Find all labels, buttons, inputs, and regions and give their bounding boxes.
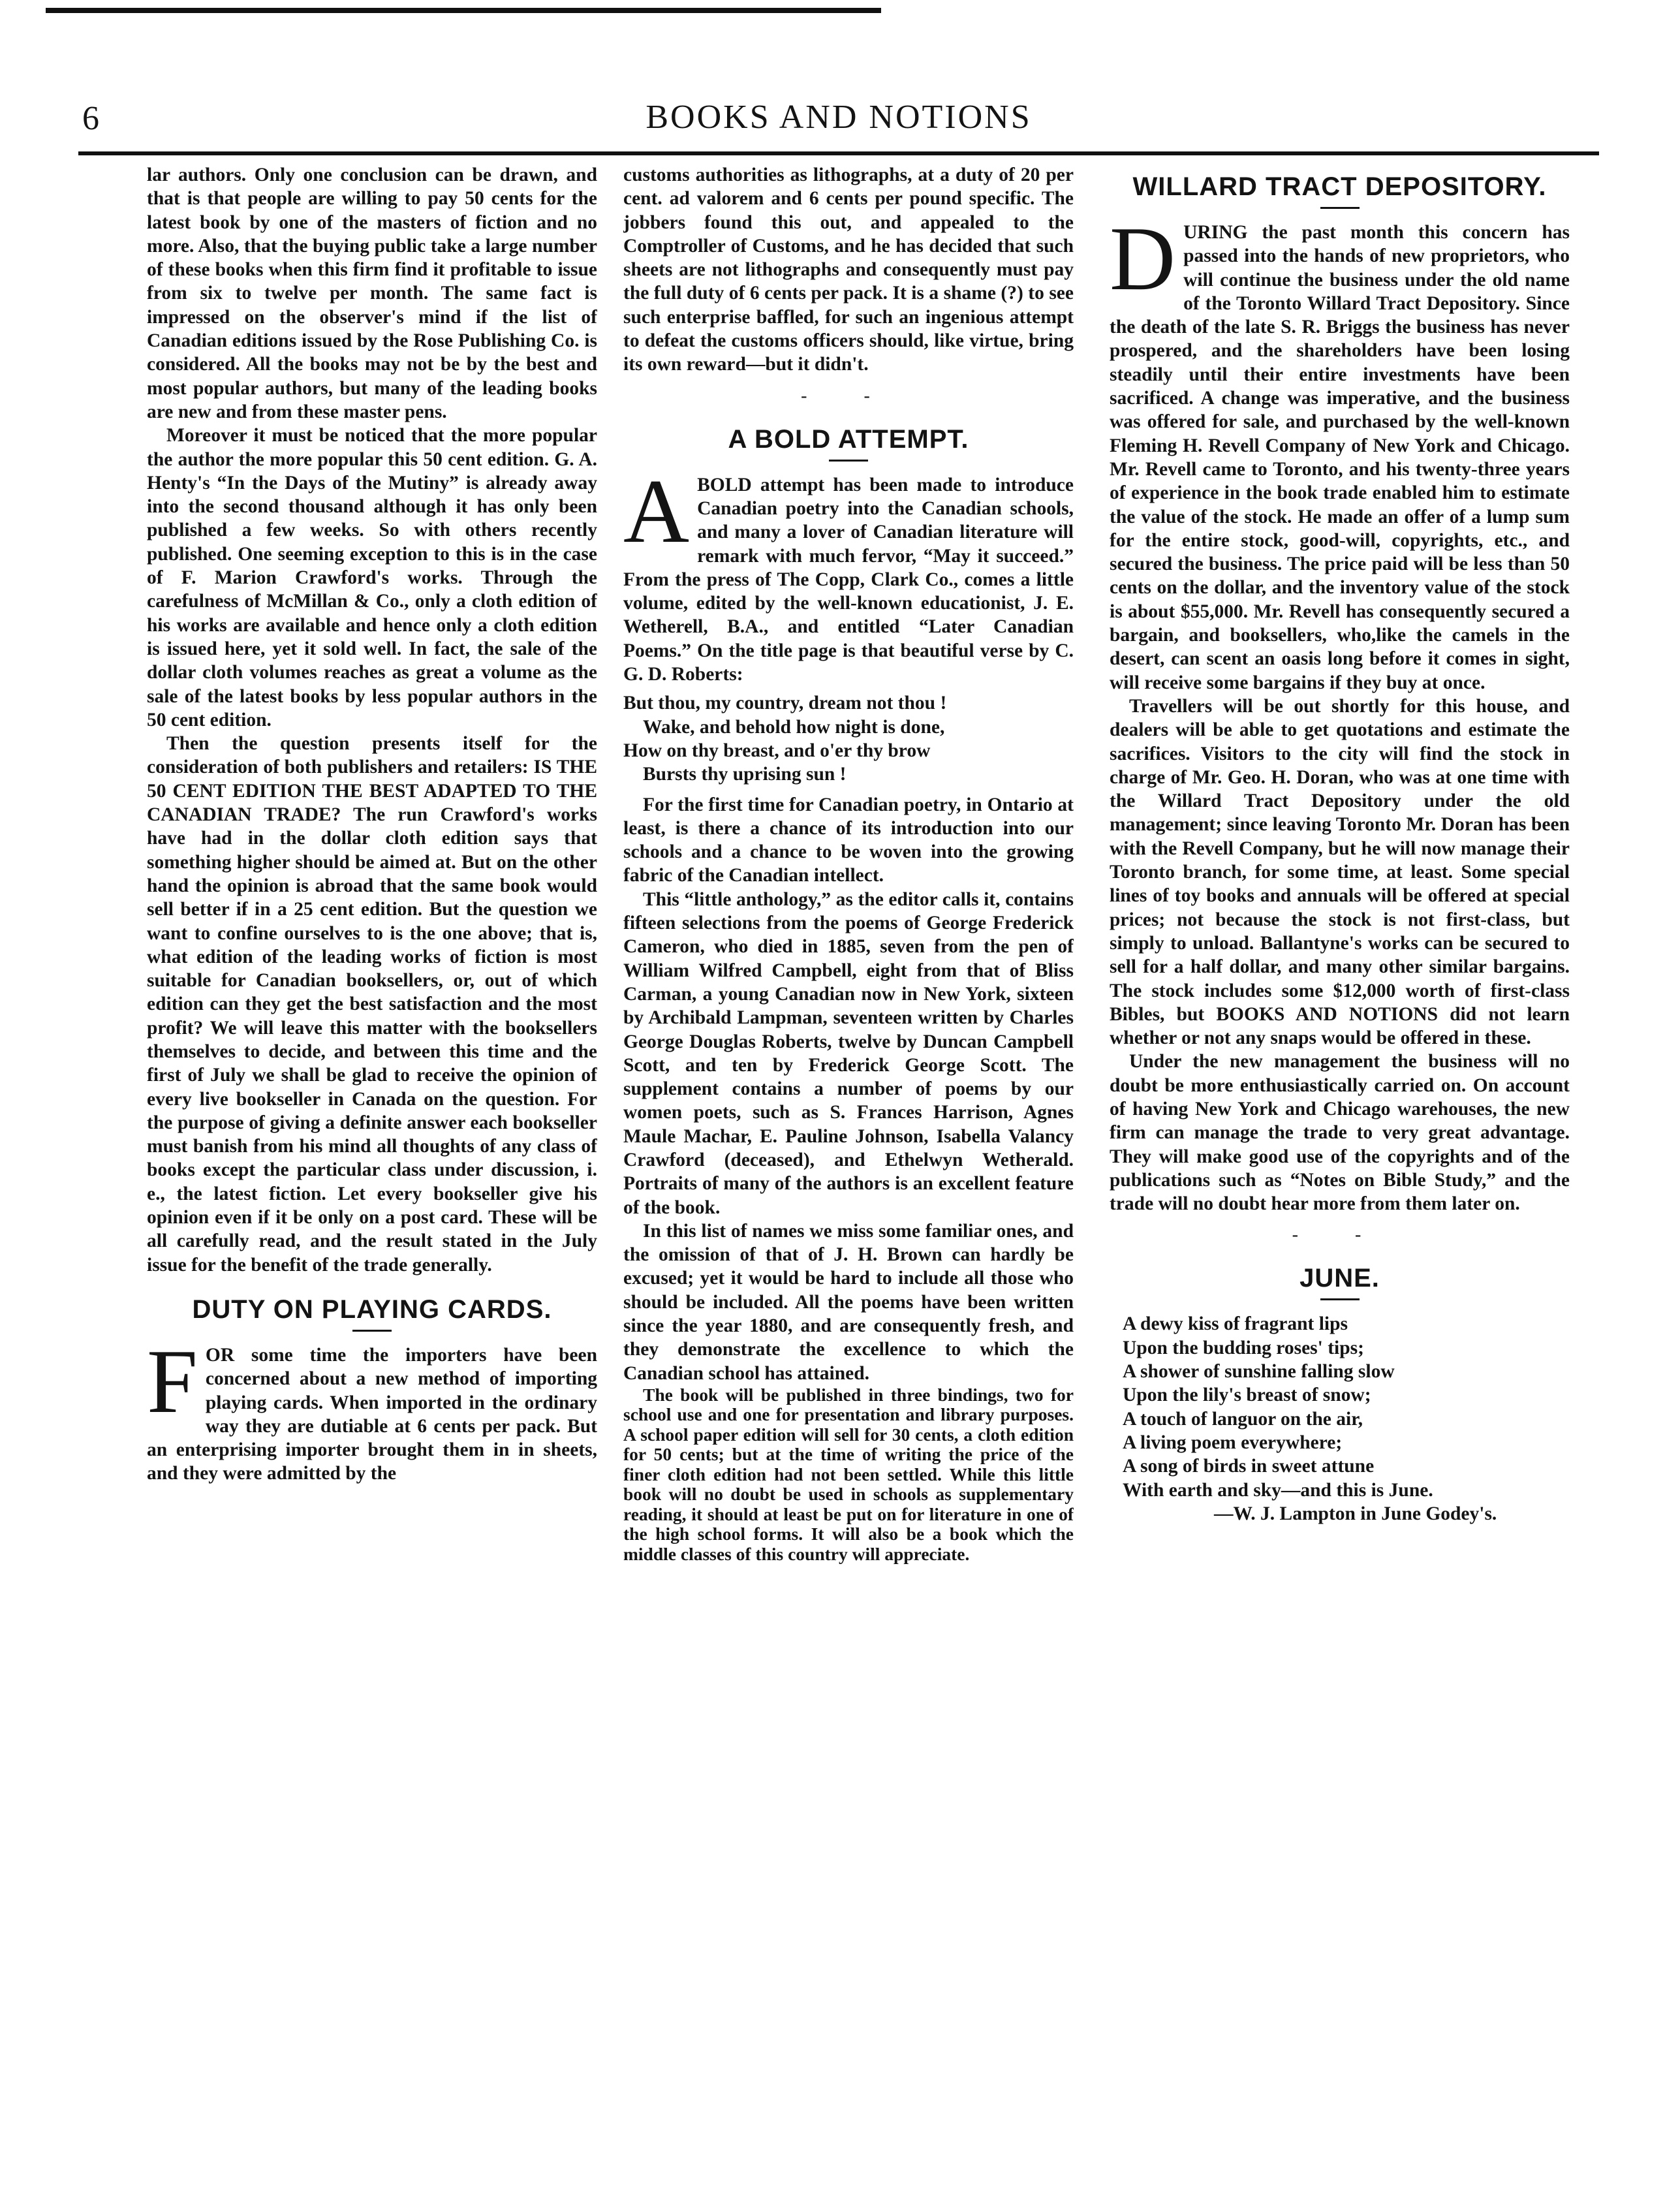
verse-line: But thou, my country, dream not thou ! [623, 693, 947, 714]
top-rule [46, 8, 881, 13]
column-3 [1110, 163, 1570, 2155]
paragraph: Under the new management the business will no doubt be more enthusiastically carried on. On account of having New York and Chicago warehouses, the new firm can manage the trade to very great advantage. They will make good use of the copyrights and of the publications such as “Notes on Bible Study,” and the trade will no doubt hear more from them later on. [1110, 1051, 1570, 1215]
paragraph: The book will be published in three bindings, two for school use and one for presentation and library purposes. A school paper edition will sell for 30 cents, a cloth edition for 50 cents; but at the time of writing the price of the finer cloth edition had not been settled. While this little book will no doubt be used in schools as supplementary reading, it should at least be put on for literature in one of the high school forms. It will also be a book which the middle classes of this country will appreciate. [623, 1384, 1074, 1564]
column-2 [623, 163, 1074, 2155]
separator: - - [801, 385, 896, 406]
divider [1320, 207, 1360, 209]
article-headline: DUTY ON PLAYING CARDS. [192, 1294, 552, 1324]
paragraph-text: BOLD attempt has been made to introduce Canadian poetry into the Canadian schools, and many a lover of Canadian literature will remark with much fervor, “May it succeed.” From the press of The Copp, Clark Co., comes a little volume, edited by the well-known educationist, J. E. Wetherell, B.A., and entitled “Later Canadian Poems.” On the title page is that beautiful verse by C. G. D. Roberts: [623, 474, 1074, 685]
verse [623, 691, 1074, 786]
poem-attribution: —W. J. Lampton in June Godey's. [1214, 1503, 1497, 1524]
poem-line: A dewy kiss of fragrant lips [1123, 1313, 1348, 1335]
paragraph: lar authors. Only one conclusion can be drawn, and that is that people are willing to pay 50 cents for the latest book by one of the masters of fiction and no more. Also, that the buying public take a large number of these books when this firm find it profitable to issue from six to twelve per month. The same fact is impressed on the observer's mind if the list of Canadian editions issued by the Rose Publishing Co. is considered. All the books may not be by the best and most popular authors, but many of the leading books are new and from these master pens. [147, 165, 597, 422]
paragraph: In this list of names we miss some familiar ones, and the omission of that of J. H. Brown can hardly be excused; yet it would be hard to include all those who should be included. All the poems have been written since the year 1880, and are consequently fresh, and they demonstrate the excellence to which the Canadian school has attained. [623, 1220, 1074, 1384]
paragraph-text: URING the past month this concern has passed into the hands of new proprietors, who will continue the business under the old name of the Toronto Willard Tract Depository. Since the death of the late S. R. Briggs the business has never prospered, and the shareholders have been losing steadily until their entire investments have been sacrificed. A change was imperative, and the business was offered for sale, and purchased by the well-known Fleming H. Revell Company of New York and Chicago. Mr. Revell came to Toronto, and his twenty-three years of experience in the book trade enabled him to estimate the value of the stock. He made an offer of a lump sum for the entire stock, good-will, copyrights, etc., and secured the business. The price paid will be less than 50 cents on the dollar, and the inventory value of the stock is about $55,000. Mr. Revell has consequently secured a bargain, and booksellers, who,like the camels in the desert, can scent an oasis long before it comes in sight, will receive some bargains if they buy at once. [1110, 222, 1570, 693]
paragraph [623, 460, 1074, 687]
divider [1320, 1298, 1360, 1300]
paragraph-text: OR some time the importers have been concerned about a new method of importing playing cards. When imported in the ordinary way they are dutiable at 6 cents per pack. But an enterprising importer brought them in in sheets, and they were admitted by the [147, 1344, 597, 1484]
poem-line: A living poem everywhere; [1123, 1432, 1343, 1453]
poem-line: With earth and sky—and this is June. [1123, 1479, 1433, 1501]
drop-cap: A [623, 460, 690, 562]
poem [1110, 1312, 1570, 1526]
column-1 [147, 163, 597, 2155]
poem-line: A song of birds in sweet attune [1123, 1456, 1375, 1477]
article-headline: WILLARD TRACT DEPOSITORY. [1132, 172, 1547, 201]
divider [352, 1330, 392, 1332]
paragraph [147, 1330, 597, 1486]
separator: - - [1292, 1225, 1388, 1246]
paragraph [1110, 208, 1570, 695]
drop-cap: D [1110, 208, 1176, 309]
article-headline: A BOLD ATTEMPT. [728, 424, 969, 454]
poem-title: JUNE. [1299, 1264, 1380, 1293]
verse-line: Bursts thy uprising sun ! [643, 764, 847, 785]
drop-cap: F [147, 1330, 198, 1432]
running-head: BOOKS AND NOTIONS [646, 99, 1032, 136]
verse-line: Wake, and behold how night is done, [643, 716, 945, 738]
paragraph: For the first time for Canadian poetry, in Ontario at least, is there a chance of its introduction into our schools and a chance to be woven into the growing fabric of the Canadian intellect. [623, 794, 1074, 886]
header-rule [78, 151, 1599, 155]
paragraph: Travellers will be out shortly for this house, and dealers will be able to get quotations and estimate the sacrifices. Visitors to the city will find the stock in charge of Mr. Geo. H. Doran, who was at one time with the Willard Tract Depository under the old management; since leaving Toronto Mr. Doran has been with the Revell Company, but he will now manage their Toronto branch, for some time, at least. Some special lines of toy books and annuals will be offered at special prices; not because the stock is not first-class, but simply to unload. Ballantyne's works can be secured to sell for a half dollar, and many other similar bargains. The stock includes some $12,000 worth of first-class Bibles, but BOOKS AND NOTIONS did not learn whether or not any snaps would be offered in these. [1110, 695, 1570, 1049]
page-number: 6 [82, 100, 99, 137]
poem-line: Upon the lily's breast of snow; [1123, 1385, 1371, 1406]
paragraph: Then the question presents itself for the consideration of both publishers and retailers: IS THE 50 CENT EDITION THE BEST ADAPTED TO THE CANADIAN TRADE? The run Crawford's works have had in the dollar cloth edition says that something higher should be aimed at. But on the other hand the opinion is abroad that the same book would sell better if in a 25 cent edition. But the question we want to confine ourselves to is the one above; that is, what edition of the leading works of fiction is most suitable for Canadian booksellers, or, out of which edition can they get the best satisfaction and the most profit? We will leave this matter with the booksellers themselves to decide, and between this time and the first of July we shall be glad to receive the opinion of every live bookseller in Canada on the question. For the purpose of giving a definite answer each bookseller must banish from his mind all thoughts of any class of books except the particular class under discussion, i. e., the latest fiction. Let every bookseller give his opinion even if it be only on a post card. These will be all carefully read, and the result stated in the July issue for the benefit of the trade generally. [147, 733, 597, 1276]
divider [829, 460, 868, 462]
poem-line: A shower of sunshine falling slow [1123, 1361, 1395, 1383]
verse-line: How on thy breast, and o'er thy brow [623, 740, 931, 761]
poem-line: Upon the budding roses' tips; [1123, 1337, 1364, 1358]
paragraph: customs authorities as lithographs, at a duty of 20 per cent. ad valorem and 6 cents per pound specific. The jobbers found this out, and appealed to the Comptroller of Customs, and he has decided that such sheets are not lithographs and consequently must pay the full duty of 6 cents per pack. It is a shame (?) to see such enterprise baffled, for such an ingenious attempt to defeat the customs officers should, like virtue, bring its own reward—but it didn't. [623, 165, 1074, 375]
poem-line: A touch of languor on the air, [1123, 1408, 1363, 1430]
paragraph: This “little anthology,” as the editor calls it, contains fifteen selections from the poems of George Frederick Cameron, who died in 1885, seven from the pen of William Wilfred Campbell, eight from that of Bliss Carman, a young Canadian now in New York, sixteen by Archibald Lampman, seventeen written by Charles George Douglas Roberts, twelve by Duncan Campbell Scott, and ten by Frederick George Scott. The supplement contains a number of poems by our women poets, such as S. Frances Harrison, Agnes Maule Machar, E. Pauline Johnson, Isabella Valancy Crawford (deceased), and Ethelwyn Wetherald. Portraits of many of the authors is an excellent feature of the book. [623, 888, 1074, 1218]
paragraph: Moreover it must be noticed that the more popular the author the more popular this 50 cent edition. G. A. Henty's “In the Days of the Mutiny” is already away into the second thousand although it has only been published a few weeks. So with others recently published. One seeming exception to this is in the case of F. Marion Crawford's works. Through the carefulness of McMillan & Co., only a cloth edition of his works are available and hence only a cloth edition is issued here, yet it sold well. In fact, the sale of the dollar cloth volumes reaches as great a volume as the sale of the latest books by less popular authors in the 50 cent edition. [147, 425, 597, 730]
